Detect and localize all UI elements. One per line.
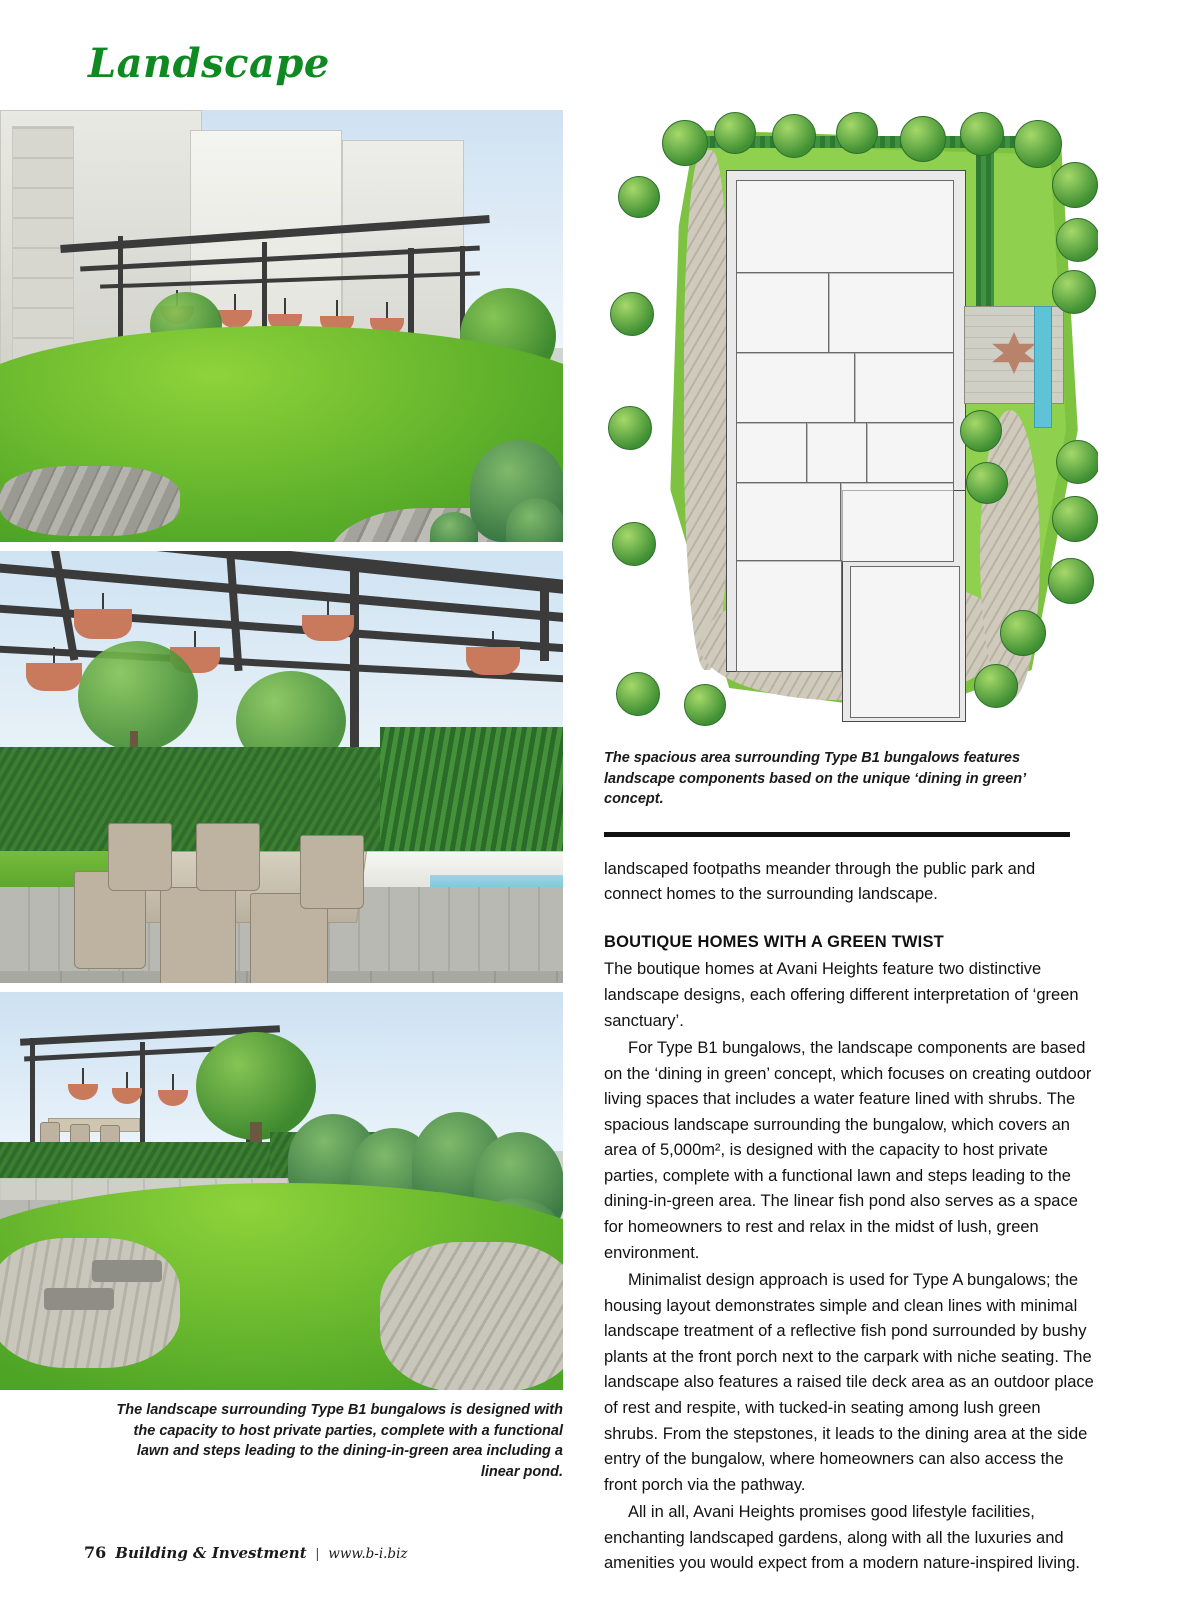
caption-site-plan: The spacious area surrounding Type B1 bungalows features landscape components based on the unique ‘dining in green’ concept. — [604, 750, 1026, 808]
article-body — [604, 857, 1096, 1577]
footer-magazine-name: Building & Investment — [115, 1544, 307, 1562]
photo-dining-table-under-pergola — [0, 551, 563, 983]
article-paragraph-4: All in all, Avani Heights promises good lifestyle facilities, enchanting landscaped gardens, along with all the luxuries and amenities you would expect from a modern nature-inspired living. — [604, 1503, 1080, 1573]
footer-website-url[interactable]: www.b-i.biz — [328, 1546, 408, 1562]
article-lead-paragraph: landscaped footpaths meander through the public park and connect homes to the surrounding landscape. — [604, 859, 1036, 904]
footer-page-number: 76 — [84, 1543, 107, 1562]
right-column — [604, 110, 1098, 1577]
caption-left-photos: The landscape surrounding Type B1 bungalows is designed with the capacity to host private parties, complete with a functional lawn and steps leading to the dining-in-green area including a linear pond. — [116, 1402, 563, 1480]
section-divider-rule — [604, 832, 1070, 837]
page-footer — [84, 1543, 408, 1562]
article-paragraph-2: For Type B1 bungalows, the landscape components are based on the ‘dining in green’ concept, which focuses on creating outdoor living spaces that includes a water feature lined with shrubs. The spacious landscape surrounding the bungalow, which covers an area of 5,000m², is designed with the capacity to host private parties, complete with a functional lawn and steps leading to the dining-in-green area. The linear fish pond also serves as a space for homeowners to rest and relax in the midst of lush, green environment. — [604, 1039, 1092, 1262]
article-paragraph-3: Minimalist design approach is used for Type A bungalows; the housing layout demonstrates simple and clean lines with minimal landscape treatment of a reflective fish pond surrounded by bushy plants at the front porch next to the carpark with niche seating. The landscape also features a raised tile deck area as an outdoor place of rest and respite, with tucked-in seating among lush green shrubs. From the stepstones, it leads to the dining area at the side entry of the bungalow, where homeowners can also access the front porch via the pathway. — [604, 1271, 1094, 1494]
type-b1-bungalow-site-plan — [604, 110, 1098, 730]
photo-lawn-and-pergola-from-garden — [0, 992, 563, 1390]
photo-pergola-dining-lawn — [0, 110, 563, 542]
article-paragraph-1: The boutique homes at Avani Heights feature two distinctive landscape designs, each offering different interpretation of ‘green sanctuary’. — [604, 960, 1079, 1030]
article-subheading: BOUTIQUE HOMES WITH A GREEN TWIST — [604, 932, 944, 951]
footer-separator: | — [315, 1545, 320, 1561]
page-masthead-title: Landscape — [88, 40, 330, 87]
